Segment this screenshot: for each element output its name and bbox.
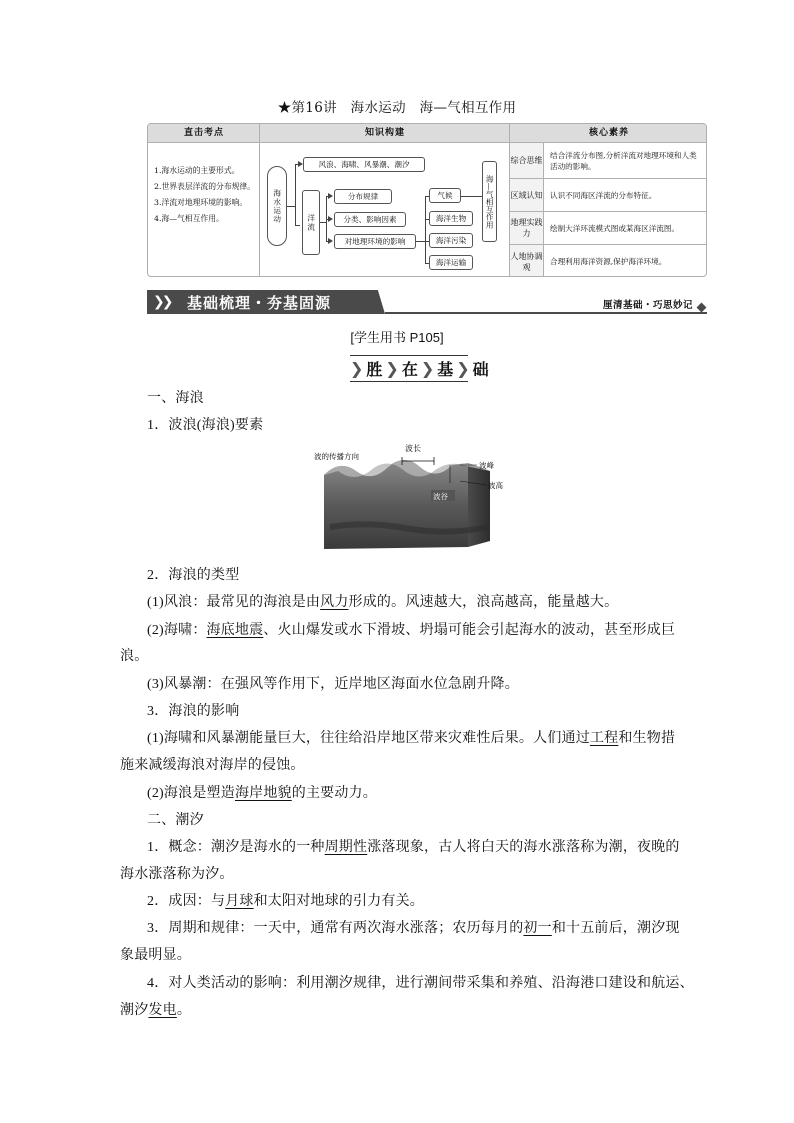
text-run: 涨落现象，古人将白天的海水涨落称为潮，夜晚的 xyxy=(367,840,680,855)
paragraph-continued: 施来减缓海浪对海岸的侵蚀。 xyxy=(120,758,305,773)
subsection-title: 2．海浪的类型 xyxy=(147,568,240,583)
literacy-text: 认识不同海区洋流的分布特征。 xyxy=(550,190,657,200)
underlined-term: 海岸地貌 xyxy=(234,786,292,801)
header-key-points: 直击考点 xyxy=(183,128,224,138)
banner-subtitle: 厘清基础・巧思妙记 xyxy=(602,300,693,311)
text-run: 。 xyxy=(176,1003,192,1018)
chevron-right-icon: ❯ xyxy=(420,358,435,378)
text-run: 形成的。风速越大，浪高越高，能量越大。 xyxy=(348,595,619,610)
banner-rule xyxy=(385,312,707,314)
text-run: 潮汐 xyxy=(120,1003,149,1018)
literacy-label: 综合思维 xyxy=(510,143,544,178)
crest-label: 波峰 xyxy=(479,461,494,470)
direction-label: 波的传播方向 xyxy=(314,452,359,461)
wave-diagram xyxy=(310,437,510,557)
impact-item: 海洋污染 xyxy=(429,233,473,248)
literacy-row xyxy=(510,178,707,211)
current-label: 洋流 xyxy=(306,213,316,232)
arrow-icon xyxy=(328,238,333,244)
paragraph xyxy=(147,834,680,861)
heading-char: 胜 xyxy=(366,359,383,379)
height-label: 波高 xyxy=(488,481,503,490)
summary-table xyxy=(147,123,707,277)
connector xyxy=(287,206,295,207)
text-run: 的主要动力。 xyxy=(291,786,377,801)
key-point: 3.洋流对地理环境的影响。 xyxy=(154,198,248,207)
impact-item: 海洋运输 xyxy=(429,255,473,270)
diamond-icon xyxy=(697,303,707,313)
connector xyxy=(425,196,426,264)
literacy-text: 绘制大洋环流模式图或某海区洋流图。 xyxy=(550,223,680,233)
paragraph-continued xyxy=(120,997,191,1024)
subsection-title: 3．海浪的影响 xyxy=(147,704,240,719)
subsection-title: 1．波浪(海浪)要素 xyxy=(147,418,264,433)
impact-item: 海洋生物 xyxy=(429,211,473,226)
text-run: 1．概念：潮汐是海水的一种 xyxy=(147,840,325,855)
trough-label: 波谷 xyxy=(433,492,448,501)
heading-char: 础 xyxy=(472,359,489,379)
chevron-right-icon: ❯ xyxy=(385,358,399,378)
root-node xyxy=(267,166,287,246)
paragraph xyxy=(147,888,424,915)
table-header xyxy=(148,124,706,143)
literacy-row xyxy=(510,143,707,178)
paragraph-continued: 象最明显。 xyxy=(120,948,191,963)
paragraph xyxy=(147,780,377,807)
text-run: 和生物措 xyxy=(618,731,676,746)
key-point: 1.海水运动的主要形式。 xyxy=(154,166,240,175)
paragraph xyxy=(147,589,618,616)
root-label: 海水运动 xyxy=(272,188,282,224)
text-run: 和太阳对地球的引力有关。 xyxy=(253,894,425,909)
air-sea-label: 海—气相互作用 xyxy=(485,174,495,229)
connector xyxy=(295,164,296,226)
paragraph xyxy=(147,617,675,644)
section-banner xyxy=(147,290,707,314)
text-run: 2．成因：与 xyxy=(147,894,226,909)
current-node xyxy=(302,190,320,255)
paragraph xyxy=(147,725,675,752)
wave-types-node: 风浪、海啸、风暴潮、潮汐 xyxy=(303,157,425,172)
text-run: 、火山爆发或水下滑坡、坍塌可能会引起海水的波动，甚至形成巨 xyxy=(263,623,676,638)
underlined-term: 工程 xyxy=(589,731,619,746)
key-point: 4.海—气相互作用。 xyxy=(154,214,224,223)
connector xyxy=(295,225,300,226)
paragraph-continued: 浪。 xyxy=(120,649,149,664)
underlined-term: 风力 xyxy=(320,595,349,610)
current-item: 对地理环境的影响 xyxy=(334,234,416,249)
underlined-term: 初一 xyxy=(523,921,552,936)
text-run: (2)海浪是塑造 xyxy=(147,786,235,801)
literacy-row xyxy=(510,244,707,277)
heading-char: 基 xyxy=(437,359,454,379)
wavelength-label: 波长 xyxy=(405,444,421,453)
heading-rule xyxy=(350,381,468,382)
text-run: 和十五前后，潮汐现 xyxy=(551,921,680,936)
chevron-right-icon: ❯❯ xyxy=(153,294,171,310)
literacy-text: 结合洋流分布图,分析洋流对地理环境和人类活动的影响。 xyxy=(550,150,697,171)
impact-item: 气候 xyxy=(429,188,461,203)
lesson-title: ★第16讲 海水运动 海—气相互作用 xyxy=(277,100,517,116)
paragraph: (3)风暴潮：在强风等作用下，近岸地区海面水位急剧升降。 xyxy=(147,677,519,692)
literacy-label: 地理实践力 xyxy=(510,212,544,244)
book-reference: [学生用书 P105] xyxy=(350,330,444,345)
literacy-label: 人地协调观 xyxy=(510,245,544,277)
section-title: 二、潮汐 xyxy=(147,813,204,828)
chevron-right-icon: ❯ xyxy=(350,358,364,378)
current-item: 分布规律 xyxy=(334,189,392,204)
paragraph xyxy=(147,915,680,942)
underlined-term: 海底地震 xyxy=(206,623,264,638)
text-run: (1)海啸和风暴潮能量巨大，往往给沿岸地区带来灾难性后果。人们通过 xyxy=(147,731,590,746)
connector xyxy=(416,241,425,242)
key-point: 2.世界表层洋流的分布规律。 xyxy=(154,182,256,191)
key-points-list xyxy=(154,164,262,228)
underlined-term: 发电 xyxy=(148,1003,177,1018)
text-run: (2)海啸： xyxy=(147,623,207,638)
arrow-icon xyxy=(328,193,333,199)
wave-side xyxy=(468,463,490,547)
paragraph: 4．对人类活动的影响：利用潮汐规律，进行潮间带采集和养殖、沿海港口建设和航运、 xyxy=(147,976,694,991)
heading-char: 在 xyxy=(401,359,418,379)
section-heading xyxy=(350,355,492,381)
chevron-right-icon: ❯ xyxy=(456,358,470,378)
section-title: 一、海浪 xyxy=(147,391,204,406)
header-core-literacy: 核心素养 xyxy=(588,128,629,138)
connector xyxy=(461,196,482,197)
paragraph-continued: 海水涨落称为汐。 xyxy=(120,867,234,882)
banner-title: 基础梳理・夯基固源 xyxy=(187,294,332,312)
header-knowledge: 知识构建 xyxy=(364,128,405,138)
underlined-term: 周期性 xyxy=(324,840,368,855)
air-sea-node xyxy=(482,161,497,242)
current-item: 分类、影响因素 xyxy=(334,212,406,227)
arrow-icon xyxy=(328,216,333,222)
underlined-term: 月球 xyxy=(225,894,254,909)
text-run: (1)风浪：最常见的海浪是由 xyxy=(147,595,321,610)
text-run: 3．周期和规律：一天中，通常有两次海水涨落；农历每月的 xyxy=(147,921,524,936)
literacy-row xyxy=(510,211,707,244)
literacy-text: 合理利用海洋资源,保护海洋环境。 xyxy=(550,257,667,266)
literacy-label: 区域认知 xyxy=(510,179,544,211)
